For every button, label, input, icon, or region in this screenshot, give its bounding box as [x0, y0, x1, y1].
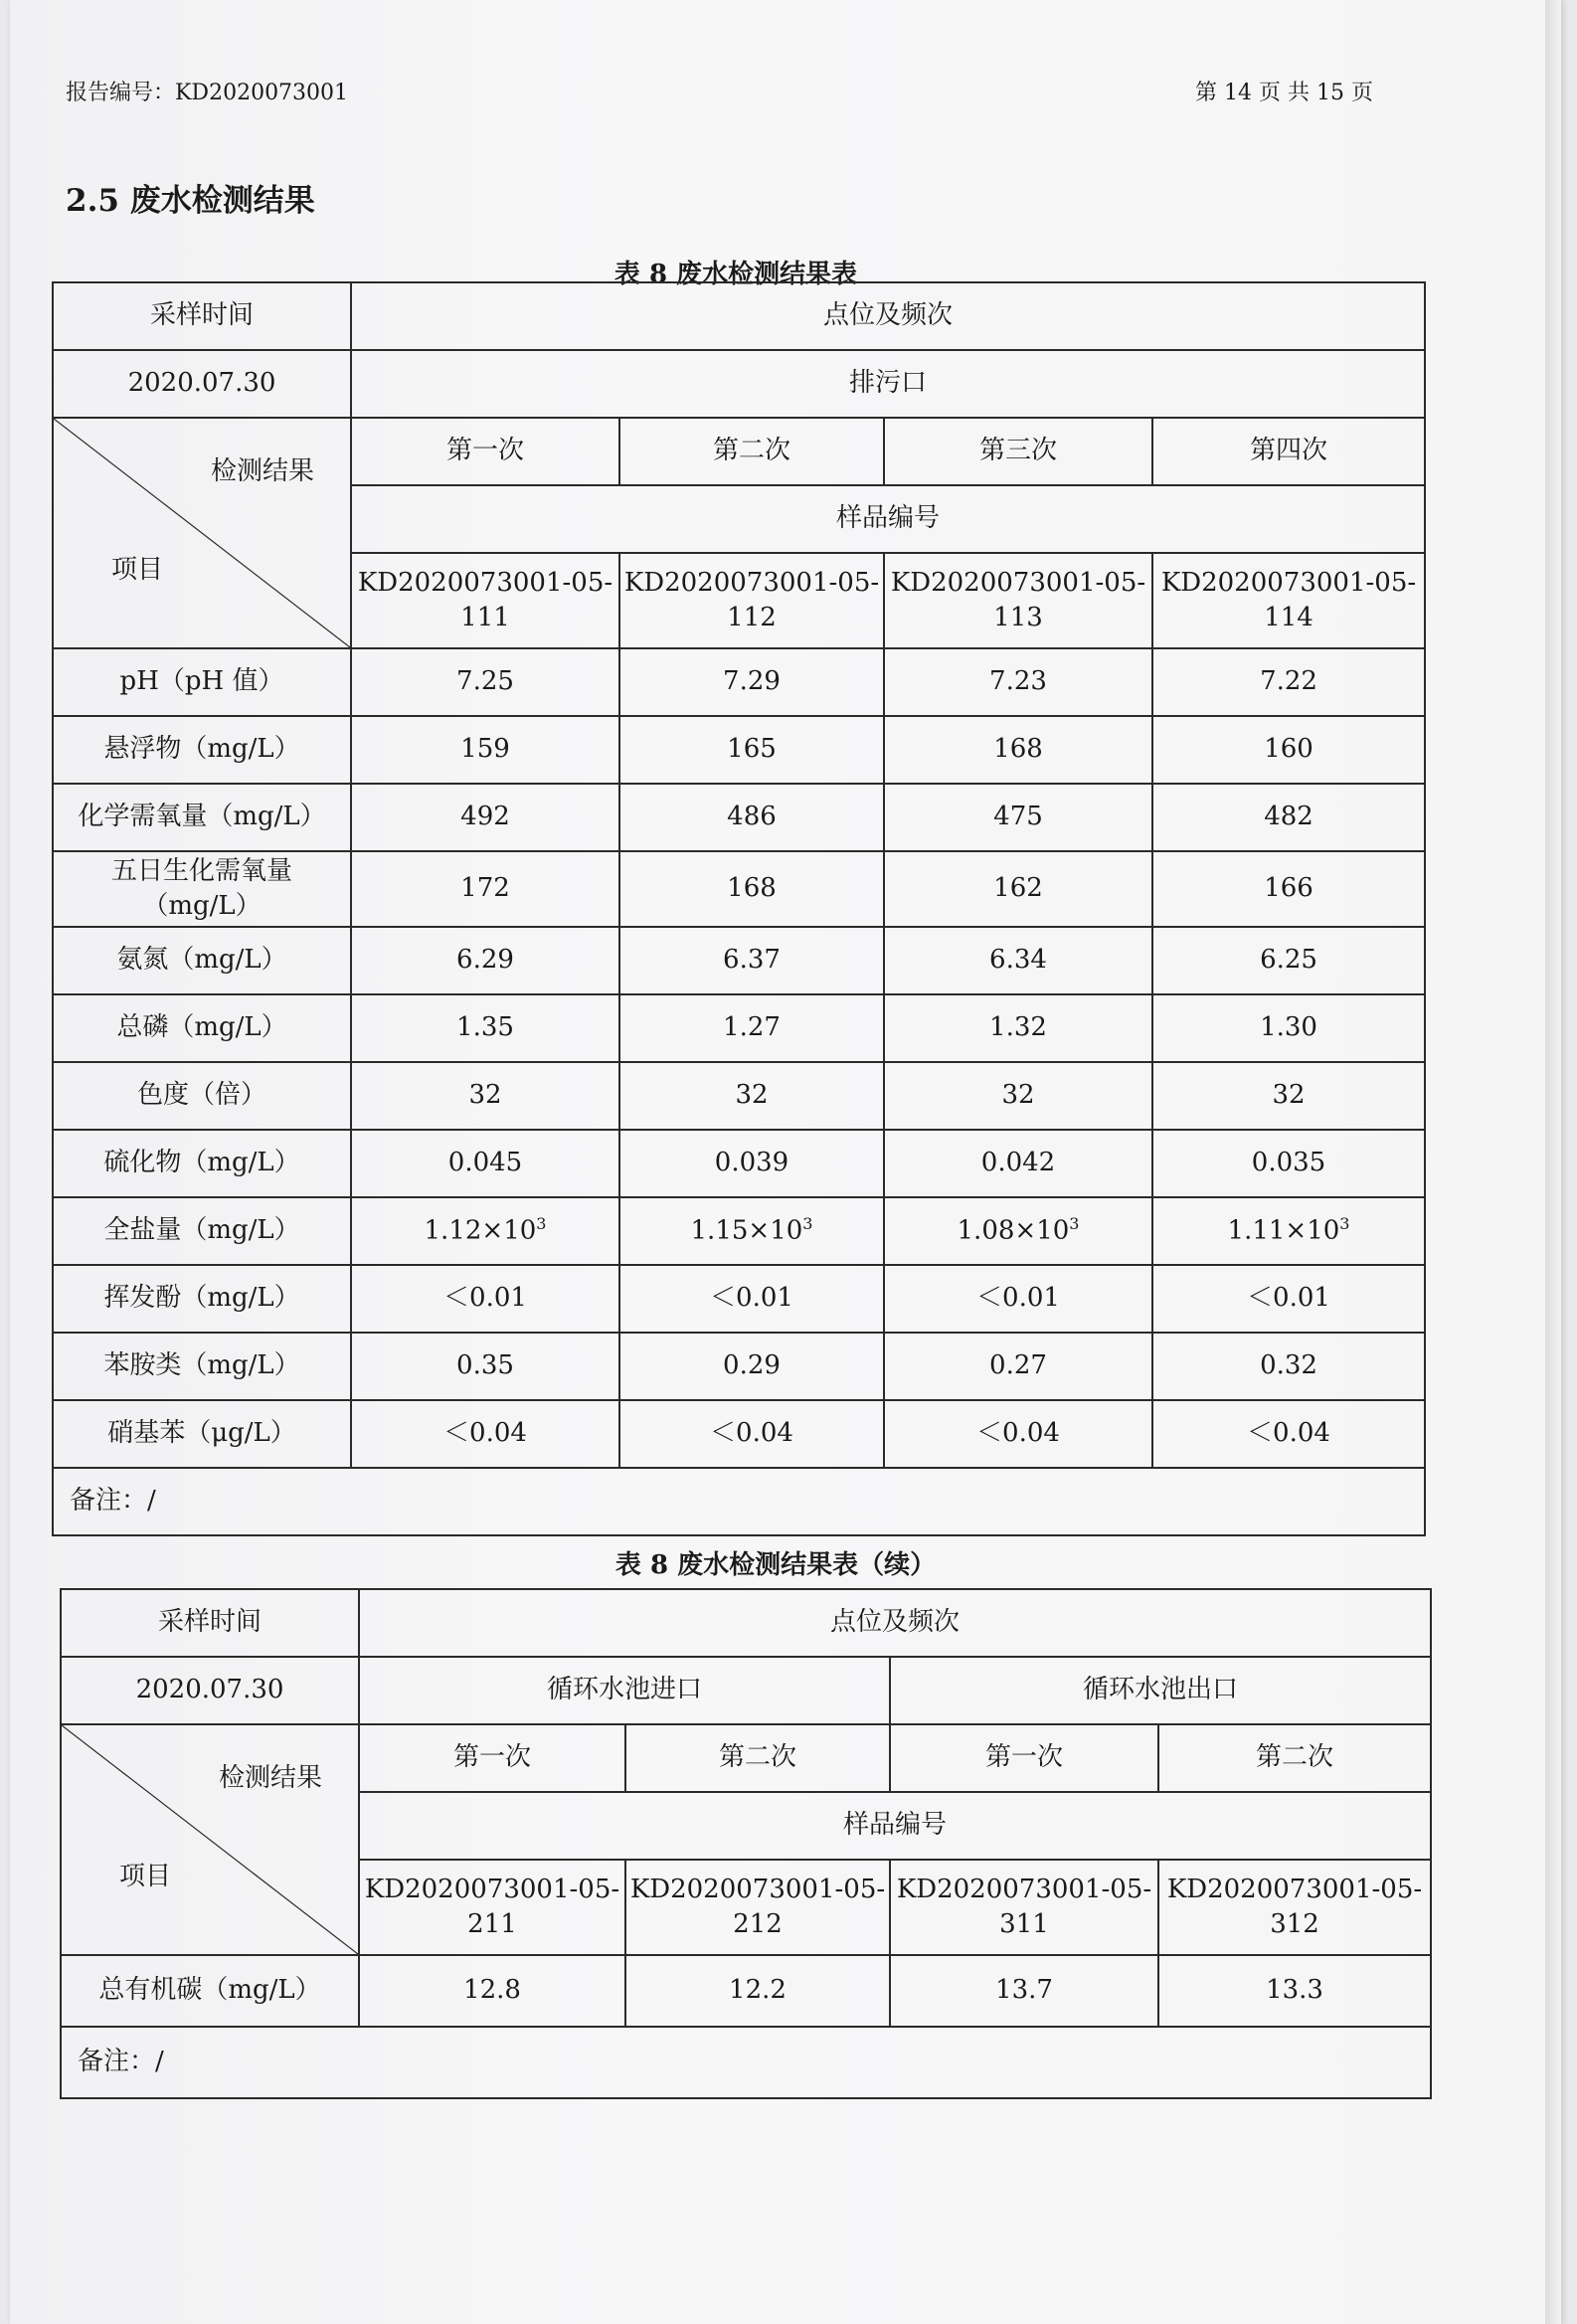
cell-value: 0.27: [884, 1333, 1152, 1400]
diagonal-header-cell: [53, 418, 351, 648]
diag-result-label: 检测结果: [218, 1763, 322, 1793]
cell-value: 12.2: [625, 1955, 890, 2027]
cell-value: 13.7: [890, 1955, 1158, 2027]
table-row: [61, 1955, 1431, 2027]
cell-value: 168: [884, 716, 1152, 784]
row-item-nitrobenzene: 硝基苯（μg/L）: [53, 1400, 351, 1468]
section-title: 2.5 废水检测结果: [66, 183, 315, 219]
sample-time-label: 采样时间: [61, 1589, 359, 1657]
cell-value: 159: [351, 716, 619, 784]
cell-value: 1.27: [619, 994, 884, 1062]
frequency-2: 第二次: [625, 1724, 890, 1792]
diagonal-line: [62, 1725, 358, 1954]
diag-item-label: 项目: [119, 1861, 172, 1891]
row-item-cod: 化学需氧量（mg/L）: [53, 784, 351, 851]
wastewater-results-table: [52, 281, 1426, 1536]
point-frequency-label: 点位及频次: [359, 1589, 1431, 1657]
table-row: [53, 1130, 1425, 1197]
cell-value: 166: [1152, 851, 1425, 927]
sample-id-1: KD2020073001-05-111: [351, 553, 619, 648]
row-item-ss: 悬浮物（mg/L）: [53, 716, 351, 784]
frequency-3: 第三次: [884, 418, 1152, 485]
location-outlet: 循环水池出口: [890, 1657, 1431, 1724]
cell-value: 172: [351, 851, 619, 927]
cell-value: ＜0.04: [351, 1400, 619, 1468]
point-frequency-label: 点位及频次: [351, 282, 1425, 350]
sample-id-3: KD2020073001-05-311: [890, 1860, 1158, 1955]
row-item-color: 色度（倍）: [53, 1062, 351, 1130]
diag-result-label: 检测结果: [210, 456, 314, 486]
table-row: [53, 1265, 1425, 1333]
row-item-sulfide: 硫化物（mg/L）: [53, 1130, 351, 1197]
wastewater-results-table-continued: [60, 1588, 1432, 2099]
cell-value: 0.35: [351, 1333, 619, 1400]
table-row: [53, 994, 1425, 1062]
sample-id-1: KD2020073001-05-211: [359, 1860, 625, 1955]
cell-value: 32: [1152, 1062, 1425, 1130]
cell-value: ＜0.01: [884, 1265, 1152, 1333]
report-page: [10, 0, 1561, 2324]
table-row: [53, 1333, 1425, 1400]
cell-value: 0.042: [884, 1130, 1152, 1197]
frequency-4: 第四次: [1152, 418, 1425, 485]
row-item-tp: 总磷（mg/L）: [53, 994, 351, 1062]
cell-value: 13.3: [1158, 1955, 1431, 2027]
row-item-nh3n: 氨氮（mg/L）: [53, 927, 351, 994]
row-item-toc: 总有机碳（mg/L）: [61, 1955, 359, 2027]
cell-value: 482: [1152, 784, 1425, 851]
sample-date: 2020.07.30: [53, 350, 351, 418]
sample-id-4: KD2020073001-05-312: [1158, 1860, 1431, 1955]
sample-id-3: KD2020073001-05-113: [884, 553, 1152, 648]
table-row: [53, 784, 1425, 851]
cell-value: $1.12\times 10^3$: [351, 1197, 619, 1265]
frequency-4: 第二次: [1158, 1724, 1431, 1792]
cell-value: ＜0.04: [884, 1400, 1152, 1468]
sample-location: 排污口: [351, 350, 1425, 418]
cell-value: 165: [619, 716, 884, 784]
table2-caption: 表 8 废水检测结果表（续）: [614, 1550, 937, 1580]
cell-value: 1.32: [884, 994, 1152, 1062]
table-row: [53, 927, 1425, 994]
cell-value: 32: [884, 1062, 1152, 1130]
table1-caption: 表 8 废水检测结果表: [613, 260, 858, 289]
diag-item-label: 项目: [111, 554, 164, 585]
sample-id-2: KD2020073001-05-212: [625, 1860, 890, 1955]
cell-value: 168: [619, 851, 884, 927]
cell-value: 0.32: [1152, 1333, 1425, 1400]
cell-value: 7.23: [884, 648, 1152, 716]
cell-value: 0.29: [619, 1333, 884, 1400]
cell-value: 6.29: [351, 927, 619, 994]
table-row: [53, 1400, 1425, 1468]
sample-id-label: 样品编号: [351, 485, 1425, 553]
table-row: [53, 1062, 1425, 1130]
cell-value: ＜0.01: [619, 1265, 884, 1333]
cell-value: 486: [619, 784, 884, 851]
cell-value: 7.25: [351, 648, 619, 716]
table-row: [53, 1197, 1425, 1265]
cell-value: 6.25: [1152, 927, 1425, 994]
cell-value: 162: [884, 851, 1152, 927]
cell-value: $1.15\times 10^3$: [619, 1197, 884, 1265]
frequency-2: 第二次: [619, 418, 884, 485]
table-row: [53, 716, 1425, 784]
cell-value: 160: [1152, 716, 1425, 784]
row-item-salt: 全盐量（mg/L）: [53, 1197, 351, 1265]
cell-value: 7.29: [619, 648, 884, 716]
cell-value: 12.8: [359, 1955, 625, 2027]
sample-time-label: 采样时间: [53, 282, 351, 350]
cell-value: 0.039: [619, 1130, 884, 1197]
row-item-aniline: 苯胺类（mg/L）: [53, 1333, 351, 1400]
cell-value: ＜0.04: [1152, 1400, 1425, 1468]
cell-value: $1.08\times 10^3$: [884, 1197, 1152, 1265]
report-number: 报告编号：KD2020073001: [66, 81, 349, 105]
table-row: [53, 851, 1425, 927]
frequency-1: 第一次: [359, 1724, 625, 1792]
cell-value: $1.11\times 10^3$: [1152, 1197, 1425, 1265]
cell-value: ＜0.01: [351, 1265, 619, 1333]
cell-value: 475: [884, 784, 1152, 851]
location-inlet: 循环水池进口: [359, 1657, 890, 1724]
table1-note: 备注：/: [53, 1468, 1425, 1535]
cell-value: 0.045: [351, 1130, 619, 1197]
table-row: [53, 648, 1425, 716]
sample-id-2: KD2020073001-05-112: [619, 553, 884, 648]
cell-value: 492: [351, 784, 619, 851]
cell-value: 6.34: [884, 927, 1152, 994]
cell-value: 1.35: [351, 994, 619, 1062]
cell-value: ＜0.04: [619, 1400, 884, 1468]
cell-value: 0.035: [1152, 1130, 1425, 1197]
cell-value: ＜0.01: [1152, 1265, 1425, 1333]
cell-value: 32: [619, 1062, 884, 1130]
row-item-ph: pH（pH 值）: [53, 648, 351, 716]
diagonal-header-cell: [61, 1724, 359, 1955]
cell-value: 7.22: [1152, 648, 1425, 716]
cell-value: 1.30: [1152, 994, 1425, 1062]
frequency-1: 第一次: [351, 418, 619, 485]
row-item-bod5: 五日生化需氧量（mg/L）: [53, 851, 351, 927]
cell-value: 6.37: [619, 927, 884, 994]
page-number: 第 14 页 共 15 页: [1195, 81, 1373, 105]
table2-note: 备注：/: [61, 2027, 1431, 2098]
sample-id-4: KD2020073001-05-114: [1152, 553, 1425, 648]
frequency-3: 第一次: [890, 1724, 1158, 1792]
sample-id-label: 样品编号: [359, 1792, 1431, 1860]
page-edge: [1545, 0, 1561, 2324]
row-item-phenol: 挥发酚（mg/L）: [53, 1265, 351, 1333]
diagonal-line: [54, 419, 350, 647]
sample-date: 2020.07.30: [61, 1657, 359, 1724]
cell-value: 32: [351, 1062, 619, 1130]
